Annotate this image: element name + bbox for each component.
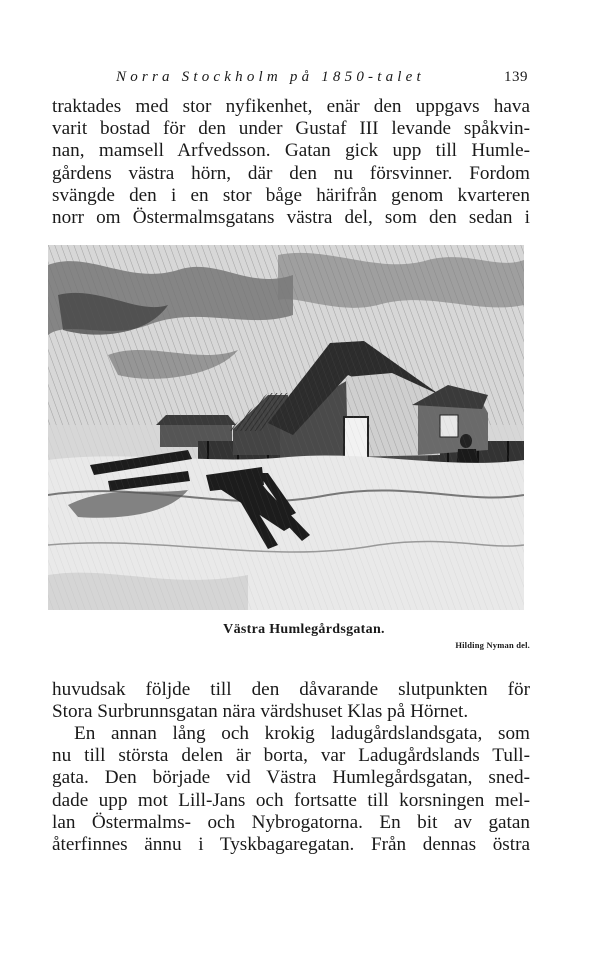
text-line: lan Östermalms- och Nybrogatorna. En bit av gatan	[52, 811, 530, 833]
page-number: 139	[504, 69, 528, 85]
text-line: norr om Östermalmsgatans västra del, som den sedan i	[52, 207, 530, 229]
paragraph-bottom-1	[52, 679, 530, 723]
text-line: gårdens västra hörn, där den nu försvinner. Fordom	[52, 162, 530, 184]
paragraph-top	[52, 96, 530, 229]
text-line: svängde den i en stor båge härifrån genom kvarteren	[52, 184, 530, 206]
text-line: traktades med stor nyfikenhet, enär den uppgavs hava	[52, 96, 530, 117]
running-head	[52, 69, 528, 89]
text-line: återfinnes ännu i Tyskbagaregatan. Från dennas östra	[52, 834, 530, 856]
figure-credit: Hilding Nyman del.	[455, 640, 530, 650]
text-line: dade upp mot Lill-Jans och fortsatte till korsningen mel-	[52, 789, 530, 811]
farmhouse-drawing	[48, 245, 524, 610]
text-line: varit bostad för den under Gustaf III levande spåkvin-	[52, 118, 530, 140]
illustration	[48, 245, 524, 610]
text-line: gata. Den började vid Västra Humlegårdsgatan, sned-	[52, 767, 530, 789]
text-line: nu till största delen är borta, var Ladugårdslands Tull-	[52, 745, 530, 767]
running-head-title: Norra Stockholm på 1850-talet	[116, 69, 425, 85]
text-line: huvudsak följde till den dåvarande slutpunkten för	[52, 679, 530, 700]
text-line: En annan lång och krokig ladugårdslandsgata, som	[74, 723, 530, 744]
text-line: nan, mamsell Arfvedsson. Gatan gick upp till Humle-	[52, 140, 530, 162]
figure-caption: Västra Humlegårdsgatan.	[223, 622, 385, 637]
paragraph-bottom-2	[52, 723, 530, 856]
text-line: Stora Surbrunnsgatan nära värdshuset Klas på Hörnet.	[52, 701, 469, 723]
